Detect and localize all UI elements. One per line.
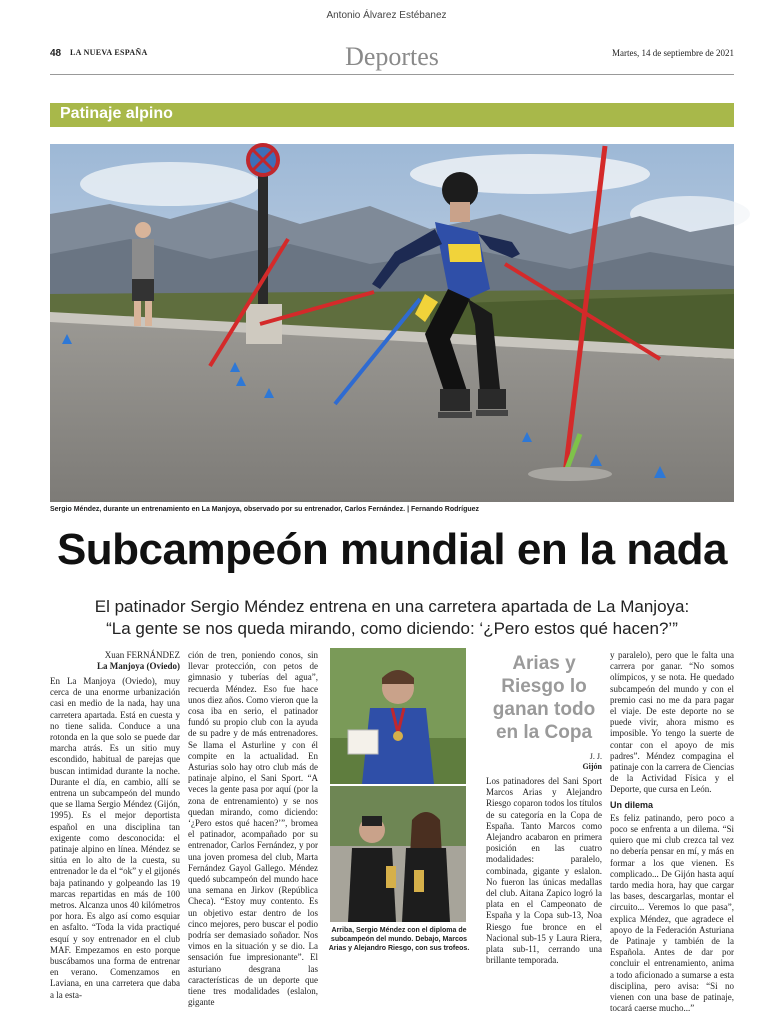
main-photo xyxy=(50,144,734,502)
arias-riesgo-trophies-illustration xyxy=(330,786,466,922)
sidebar-author: J. J. xyxy=(589,752,602,761)
byline xyxy=(50,650,180,672)
location: La Manjoya (Oviedo) xyxy=(97,661,180,671)
diploma-photo xyxy=(330,648,466,784)
skater-photo-illustration xyxy=(50,144,734,502)
page-header xyxy=(50,42,734,72)
column-4-text: y paralelo), pero que le falta una carrera por ganar. “No somos olímpicos, y se nota. He quedado subcampeón del mundo y con el premio casi no me da para pagar el viaje. De este deporte no se puede vivir, ahora mismo es imposible. Yo tengo la suerte de contar con el apoyo de mis padres”. Méndez compagina el patinaje con la carrera de Ciencias de la Actividad Física y el Deporte, que cursa en León. xyxy=(610,650,734,795)
sidebar-location: Gijón xyxy=(582,762,602,771)
kicker-bar xyxy=(50,103,734,127)
photos-caption: Arriba, Sergio Méndez con el diploma de subcampeón del mundo. Debajo, Marcos Arias y Alejandro Riesgo, con sus trofeos. xyxy=(328,927,470,952)
headline: Subcampeón mundial en la nada xyxy=(56,525,728,574)
header-rule xyxy=(50,74,734,75)
section-title: Deportes xyxy=(345,42,439,71)
newspaper-name: LA NUEVA ESPAÑA xyxy=(70,48,148,57)
article-column-4 xyxy=(610,650,734,1014)
sidebar-headline: Arias y Riesgo lo ganan todo en la Copa xyxy=(492,653,596,743)
kicker-label: Patinaje alpino xyxy=(60,105,173,122)
issue-date: Martes, 14 de septiembre de 2021 xyxy=(612,48,734,58)
trophies-photo xyxy=(330,786,466,922)
article-column-1: En La Manjoya (Oviedo), muy cerca de una enorme urbanización casi en medio de la nada, hay una carretera apartada. Está en cuesta y no tiene salida. Conduce a una rotonda en la que solo se puede dar marcha atrás. Es un sitio muy escondido, habitual de parejas que buscan intimidad durante la noche. Durante el día, en cambio, allí se entrena un subcampeón del mundo que se llama Sergio Méndez (Gijón, 1995). Es el mejor deportista español en una disciplina tan exigente como desconocida: el patinaje alpino en línea. Méndez se sitúa en lo alto de la cuesta, su entrenador le da el “ok” y el gijonés baja patinando y golpeando las 19 marcas repartidas en más de 100 metros. Alcanza unos 40 kilómetros por hora. Es algo así como esquiar en asfalto. “Toda la vida practiqué esquí y soy entrenador en el club MAF. Empezamos en esto porque buscábamos una forma de entrenar en verano. Comenzamos en Laviana, en una carretera que daba a la esta- xyxy=(50,676,180,1000)
sergio-diploma-illustration xyxy=(330,648,466,784)
photo-caption: Sergio Méndez, durante un entrenamiento en La Manjoya, observado por su entrenador, Carlos Fernández. | Fernando Rodríguez xyxy=(50,506,480,513)
subheadline-line-1: El patinador Sergio Méndez entrena en una carretera apartada de La Manjoya: xyxy=(94,597,690,616)
subheadline xyxy=(50,596,734,640)
subheadline-line-2: “La gente se nos queda mirando, como diciendo: ‘¿Pero estos qué hacen?’” xyxy=(106,619,678,638)
column-4-text-continued: Es feliz patinando, pero poco a poco se enfrenta a un dilema. “Si quiero que mi club crezca tal vez no debería pensar en mí, y más en formar a los que vienen. Es complicado... De Gijón hasta aquí tardo media hora, hay que cargar las bases, descargarlas, montar el circuito... Veremos lo que pasa”, explica Méndez, que agradece el apoyo de la Federación Asturiana de Patinaje y también de la Española. Antes de dar por concluir el entrenamiento, anima a todo aficionado a sumarse a esta disciplina, pero avisa: “Si no vienen con una base de patinaje, tocará caerse mucho...” xyxy=(610,812,734,1014)
page-number: 48 xyxy=(50,48,62,59)
dilema-subtitle: Un dilema xyxy=(610,799,654,810)
article-column-2: ción de tren, poniendo conos, sin llevar protección, con petos de gimnasio y tuberías del agua”, recuerda Méndez. Eso fue hace unos diez años. Como vieron que la cosa iba en serio, el patinador fundó su propio club con la ayuda de su padre y de más entrenadores. Se llama el Asturline y con él compite en la actualidad. En Asturias solo hay otro club más de patinaje alpino, el Sani Sport. “A veces la gente pasa por aquí (por la zona de entrenamiento) y se nos quedan mirando, como diciendo: ‘¿Pero estos qué hacen?’”, bromea el patinador, acompañado por su entrenador, Carlos Fernández, y por una joven promesa del club, Marta Fernández Gayol Gallego. Méndez quedó subcampeón del mundo hace una semana en Jirkov (República Checa). “Estoy muy contento. Es un objetivo estar dentro de los cinco mejores, pero buscar el podio podría ser demasiado soñador. Nos vimos en la situación y se dio. La sensación fue impresionante”. El asturiano desgrana las características de un deporte que tiene tres modalidades (eslalon, gigante xyxy=(188,650,318,1008)
author: Xuan FERNÁNDEZ xyxy=(104,650,180,660)
sidebar-body: Los patinadores del Sani Sport Marcos Arias y Alejandro Riesgo coparon todos los títulos de su categoría en la Copa de España. Tanto Marcos como Alejandro acabaron en primera posición en las cuatro modalidades: paralelo, combinada, gigante y eslalon. No fueron las únicas medallas del club. Aitana Zapico logró la plata en el Campeonato de España y la Copa sub-13, Noa Riesgo fue bronce en el Nacional sub-15 y Laura Riera, plata sub-11, cerrando una brillante temporada. xyxy=(486,776,602,966)
sidebar-byline xyxy=(486,752,602,772)
top-credit: Antonio Álvarez Estébanez xyxy=(326,10,447,21)
